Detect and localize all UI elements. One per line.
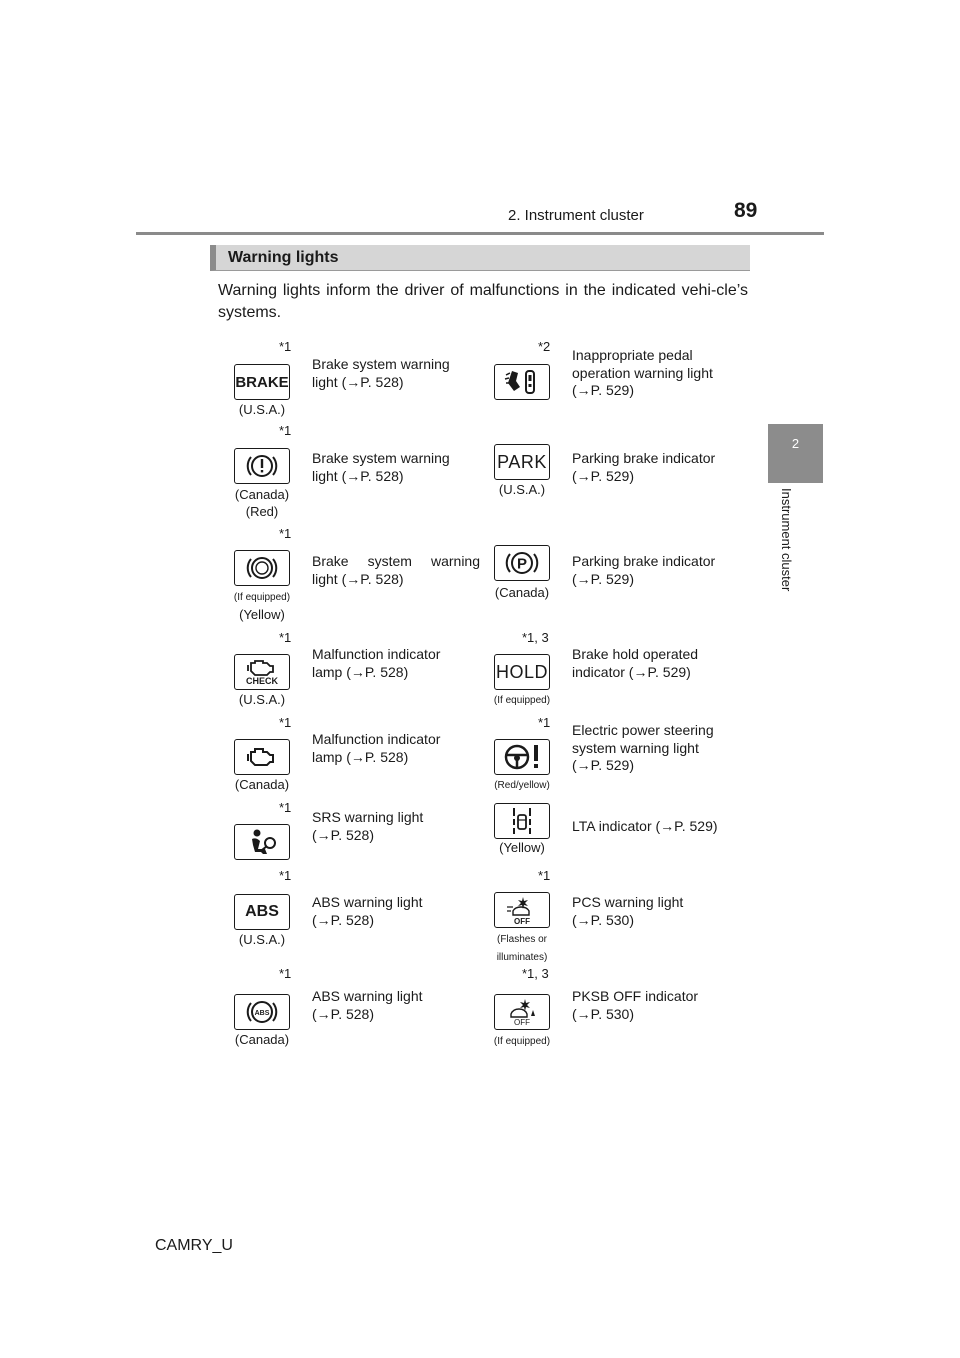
icon-label: P [516, 555, 528, 573]
icon-label: PARK [497, 451, 547, 472]
item-description [312, 988, 480, 1023]
lta-lane-icon [494, 803, 550, 839]
item-description [312, 809, 480, 844]
icon-label: HOLD [495, 661, 548, 682]
desc-line: Electric power steering [572, 722, 714, 738]
desc-line: Brake hold operated [572, 646, 699, 662]
item-description [572, 450, 740, 485]
desc-line: ABS warning light [312, 894, 423, 910]
icon-label: OFF [514, 916, 530, 926]
icon-caption: (U.S.A.) [238, 402, 286, 417]
icon-caption: (Red) [245, 504, 279, 519]
item-description [312, 731, 480, 766]
hold-text-icon [494, 654, 550, 690]
icon-label: ABS [254, 1010, 270, 1017]
page-number: 89 [734, 199, 758, 222]
icon-caption: (Canada) [494, 585, 550, 600]
icon-caption: (Canada) [234, 777, 290, 792]
icon-caption: (If equipped) [493, 1036, 551, 1047]
item-description [312, 894, 480, 929]
brake-circle-exclamation-icon [234, 448, 290, 484]
brake-text-icon [234, 364, 290, 400]
desc-line: LTA indicator (→P. 529) [572, 818, 718, 834]
desc-line: (→P. 528) [312, 1005, 374, 1022]
icon-caption: illuminates) [496, 952, 548, 963]
desc-line: light (→P. 528) [312, 373, 404, 390]
note-marker: *1 [538, 868, 551, 883]
title-bar [210, 245, 750, 271]
desc-line: Parking brake indicator [572, 450, 716, 466]
item-description [312, 553, 480, 588]
icon-label: BRAKE [235, 373, 289, 391]
pksb-off-icon [494, 994, 550, 1030]
pedal-operation-icon [494, 364, 550, 400]
icon-caption: (Flashes or [496, 934, 547, 945]
item-description [572, 818, 740, 836]
note-marker: *1 [279, 715, 292, 730]
desc-line: PKSB OFF indicator [572, 988, 699, 1004]
desc-line: Brake system warning [312, 450, 450, 466]
note-marker: *1 [279, 868, 292, 883]
desc-line: indicator (→P. 529) [572, 663, 691, 680]
icon-caption: (Red/yellow) [494, 780, 550, 791]
desc-line: (→P. 528) [312, 826, 374, 843]
item-description [312, 450, 480, 485]
desc-line: ABS warning light [312, 988, 423, 1004]
intro-paragraph: Warning lights inform the driver of malfunctions in the indicated vehi-cle’s systems. [218, 282, 748, 321]
note-marker: *1 [279, 339, 292, 354]
note-marker: *1 [279, 630, 292, 645]
note-marker: *1 [538, 715, 551, 730]
icon-caption: (U.S.A.) [238, 932, 286, 947]
desc-line: (→P. 529) [572, 757, 634, 773]
note-marker: *1 [279, 423, 292, 438]
steering-warning-icon [494, 739, 550, 775]
icon-caption: (If equipped) [233, 592, 291, 603]
icon-label: CHECK [245, 676, 278, 686]
icon-caption: (U.S.A.) [238, 692, 286, 707]
item-description [312, 356, 480, 391]
park-text-icon [494, 444, 550, 480]
note-marker: *2 [538, 339, 551, 354]
icon-caption: (U.S.A.) [498, 482, 546, 497]
desc-line: (→P. 530) [572, 911, 634, 928]
desc-line: Malfunction indicator [312, 731, 441, 747]
document-code: CAMRY_U [155, 1237, 233, 1254]
icon-label: OFF [514, 1017, 530, 1027]
desc-line: Malfunction indicator [312, 646, 441, 662]
section-title: 2. Instrument cluster [508, 207, 644, 224]
desc-line: lamp (→P. 528) [312, 663, 409, 680]
item-description [572, 347, 740, 400]
item-description [572, 646, 740, 681]
desc-line: Brake system warning [312, 356, 450, 372]
pcs-off-icon [494, 892, 550, 928]
desc-line: (→P. 530) [572, 1005, 634, 1022]
parking-p-circle-icon [494, 545, 550, 581]
item-description [572, 722, 740, 775]
desc-line: (→P. 528) [312, 911, 374, 928]
desc-line: system warning light [572, 739, 699, 756]
item-description [572, 553, 740, 588]
abs-text-icon [234, 894, 290, 930]
desc-line: (→P. 529) [572, 382, 634, 398]
desc-line: lamp (→P. 528) [312, 748, 409, 765]
desc-line: light (→P. 528) [312, 570, 404, 587]
icon-label: ABS [245, 903, 279, 920]
note-marker: *1 [279, 526, 292, 541]
icon-caption: (Canada) [234, 487, 290, 502]
chapter-number: 2 [791, 436, 800, 451]
desc-line: Brake system warning [312, 553, 480, 569]
desc-line: light (→P. 528) [312, 467, 404, 484]
desc-line: PCS warning light [572, 894, 684, 910]
chapter-label: Instrument cluster [779, 488, 794, 592]
desc-line: (→P. 529) [572, 467, 634, 484]
icon-caption: (Yellow) [239, 607, 285, 622]
brake-circle-yellow-icon [234, 550, 290, 586]
title-text: Warning lights [228, 249, 339, 266]
item-description [312, 646, 480, 681]
header-rule [136, 232, 824, 235]
item-description [572, 988, 740, 1023]
desc-line: Inappropriate pedal [572, 347, 693, 363]
desc-line: Parking brake indicator [572, 553, 716, 569]
note-marker: *1 [279, 966, 292, 981]
desc-line: operation warning light [572, 364, 713, 381]
check-engine-icon [234, 654, 290, 690]
note-marker: *1, 3 [522, 966, 549, 981]
srs-airbag-icon [234, 824, 290, 860]
note-marker: *1 [279, 800, 292, 815]
icon-caption: (Yellow) [499, 840, 545, 855]
desc-line: (→P. 529) [572, 570, 634, 587]
icon-caption: (Canada) [234, 1032, 290, 1047]
icon-caption: (If equipped) [493, 695, 551, 706]
abs-circle-icon [234, 994, 290, 1030]
engine-icon [234, 739, 290, 775]
desc-line: SRS warning light [312, 809, 424, 825]
note-marker: *1, 3 [522, 630, 549, 645]
item-description [572, 894, 740, 929]
